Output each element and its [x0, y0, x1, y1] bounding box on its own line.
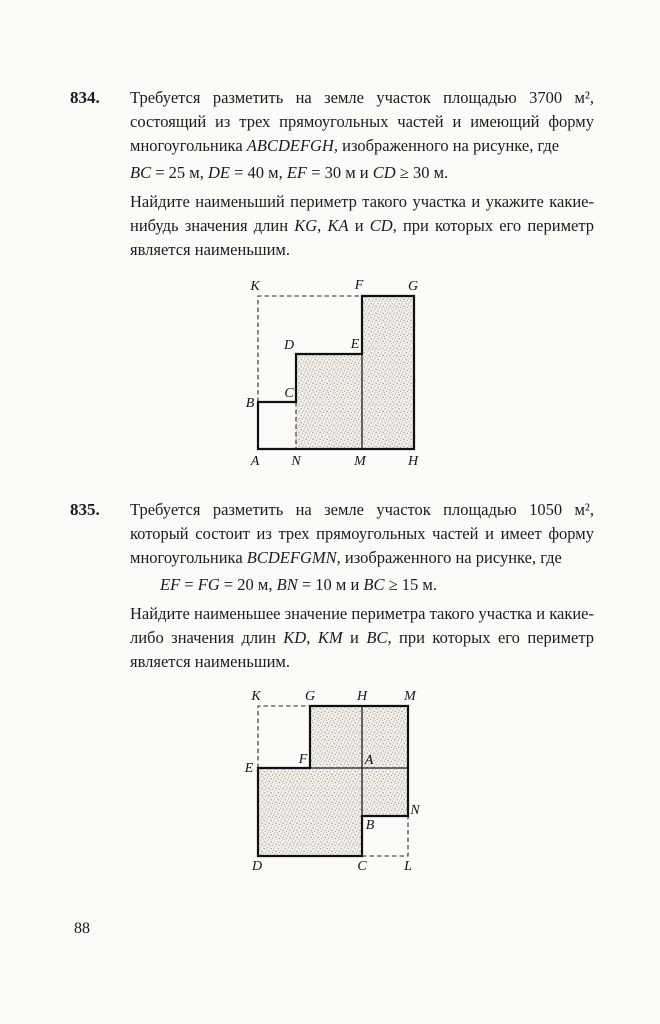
math-run: ≥ 15 м. — [384, 575, 437, 594]
text-run: , при которых его периметр является наименьшим. — [130, 628, 595, 671]
math-run: EF — [160, 575, 181, 594]
point-label-N: N — [291, 454, 301, 469]
problem-834-formula — [130, 161, 594, 185]
point-label-A: A — [250, 454, 260, 469]
point-label-N: N — [409, 803, 420, 818]
text-run: и — [348, 216, 370, 235]
point-label-E: E — [350, 337, 360, 352]
bottom-left-rectangle-shading — [258, 768, 362, 856]
figure-834-diagram — [244, 274, 424, 472]
text-run: Требуется разметить на земле участок площадью 1050 м², который состоит из трех прямоугольных частей и имеет форму многоугольника — [130, 500, 594, 567]
problem-835-body — [130, 498, 594, 888]
polygon-name-run: ABCDEFGH — [246, 136, 334, 155]
point-label-D: D — [251, 859, 262, 874]
point-label-L: L — [403, 859, 412, 874]
problem-835-formula — [130, 573, 594, 597]
point-label-M: M — [354, 454, 366, 469]
figure-834 — [102, 274, 566, 472]
point-label-C: C — [284, 386, 294, 401]
point-label-F: F — [354, 278, 364, 293]
math-run: = 30 м и — [307, 163, 373, 182]
math-run: CD — [372, 163, 396, 182]
problem-835 — [70, 498, 594, 888]
page-number: 88 — [74, 920, 90, 937]
math-run: = — [180, 575, 198, 594]
math-run: = 40 м, — [229, 163, 287, 182]
figure-835 — [102, 686, 566, 884]
text-run: Найдите наименьшее значение периметра такого участка и какие-либо значения длин — [130, 604, 594, 647]
text-run: , изображенного на рисунке, где — [333, 136, 560, 155]
point-label-C: C — [356, 859, 367, 874]
problem-834-number: 834. — [70, 88, 100, 107]
point-label-G: G — [304, 689, 315, 704]
point-label-E: E — [244, 761, 253, 776]
text-run: , — [306, 628, 318, 647]
math-run: = 10 м и — [297, 575, 364, 594]
problem-834-task — [130, 190, 594, 262]
point-label-B: B — [365, 818, 374, 833]
point-label-H: H — [356, 689, 367, 704]
text-run: , изображенного на рисунке, где — [336, 548, 562, 567]
math-run: BC — [363, 575, 385, 594]
math-run: KD — [283, 628, 307, 647]
problem-835-task — [130, 602, 594, 674]
polygon-name-run: BCDEFGMN — [246, 548, 337, 567]
point-label-M: M — [403, 689, 416, 704]
math-run: FG — [197, 575, 220, 594]
math-run: EF — [286, 163, 308, 182]
point-label-F: F — [298, 752, 307, 767]
math-run: = 25 м, — [151, 163, 208, 182]
figure-835-diagram — [242, 686, 427, 884]
math-run: KA — [327, 216, 349, 235]
point-label-A: A — [364, 753, 373, 768]
problem-834-body — [130, 86, 594, 476]
math-run: BC — [130, 163, 152, 182]
math-run: KM — [317, 628, 343, 647]
middle-rectangle-shading — [296, 354, 362, 449]
math-run: CD — [369, 216, 393, 235]
point-label-D: D — [283, 338, 295, 353]
text-run: и — [342, 628, 367, 647]
point-label-K: K — [250, 279, 260, 294]
math-run: BN — [276, 575, 298, 594]
top-rectangle-shading — [310, 706, 408, 768]
point-label-K: K — [250, 689, 261, 704]
right-rectangle-shading — [362, 296, 414, 449]
point-label-B: B — [245, 396, 255, 411]
problem-835-number: 835. — [70, 500, 100, 519]
text-run: , — [317, 216, 328, 235]
math-run: DE — [207, 163, 230, 182]
math-run: KG — [294, 216, 318, 235]
text-run: , при которых его периметр является наименьшим. — [130, 216, 594, 259]
problem-834 — [70, 86, 594, 476]
text-run: Требуется разметить на земле участок площадью 3700 м², состоящий из трех прямоугольных частей и имеющий форму многоугольника — [130, 88, 594, 155]
point-label-H: H — [407, 454, 419, 469]
point-label-G: G — [407, 279, 419, 294]
problem-835-intro — [130, 498, 594, 570]
problem-834-intro — [130, 86, 594, 158]
math-run: = 20 м, — [219, 575, 277, 594]
right-rectangle-shading — [362, 768, 408, 816]
math-run: ≥ 30 м. — [395, 163, 449, 182]
math-run: BC — [366, 628, 388, 647]
text-run: Найдите наименьший периметр такого участка и укажите какие-нибудь значения длин — [130, 192, 594, 235]
